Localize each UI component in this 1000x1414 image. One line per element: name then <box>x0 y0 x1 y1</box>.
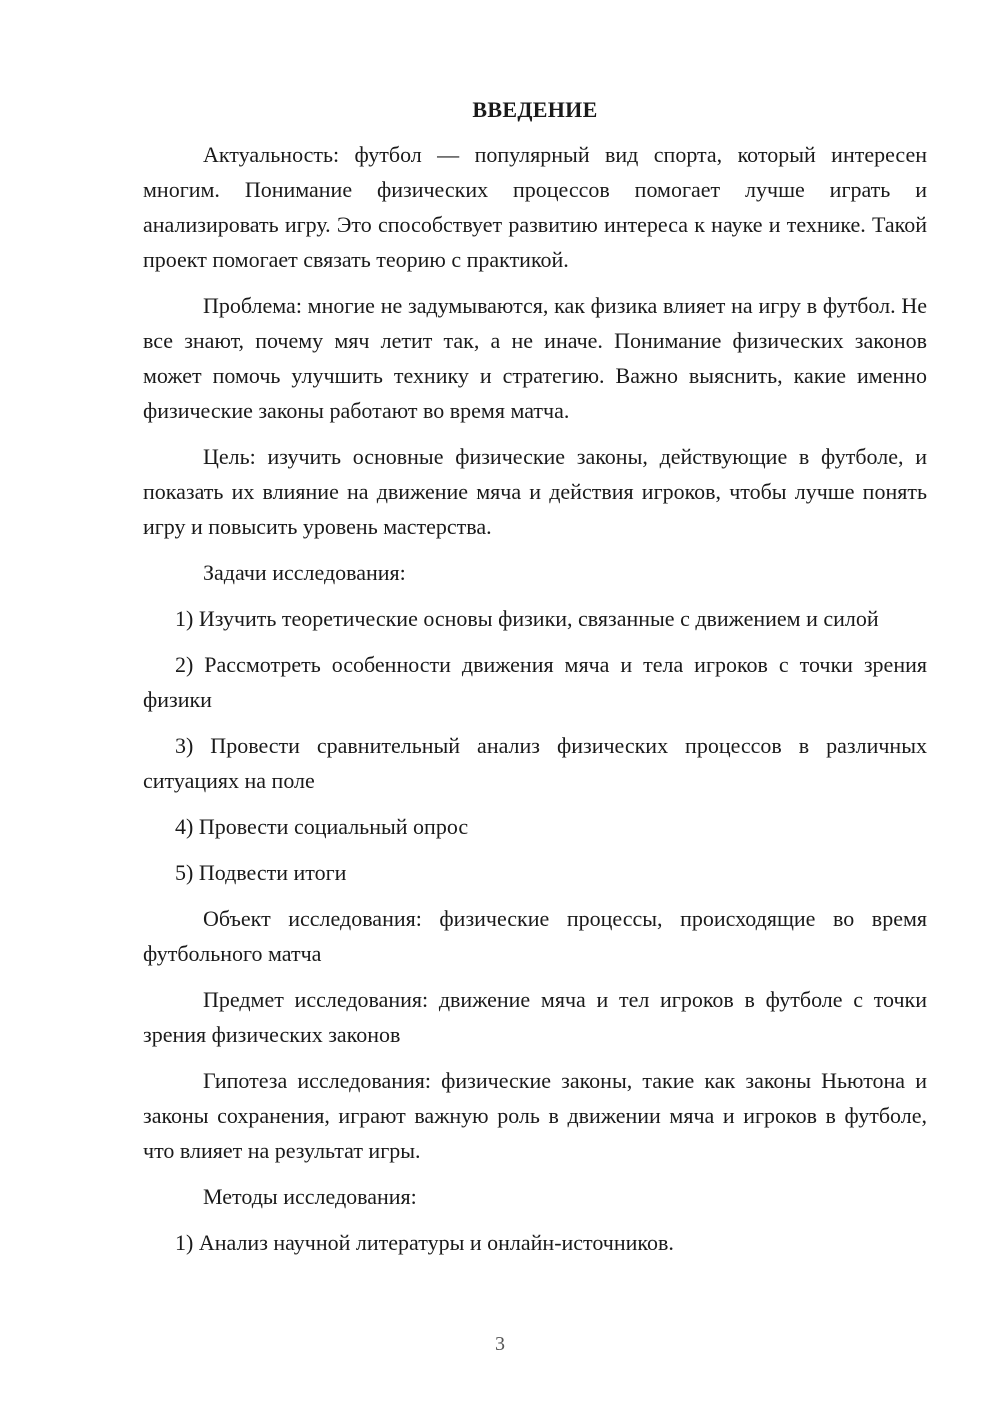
document-page <box>143 92 927 1271</box>
task-item-2: 2) Рассмотреть особенности движения мяча и тела игроков с точки зрения физики <box>143 652 927 712</box>
task-item-1: 1) Изучить теоретические основы физики, связанные с движением и силой <box>175 606 879 631</box>
subject-paragraph: Предмет исследования: движение мяча и тел игроков в футболе с точки зрения физических законов <box>143 987 927 1047</box>
methods-title: Методы исследования: <box>203 1184 417 1209</box>
tasks-title: Задачи исследования: <box>203 560 406 585</box>
hypothesis-paragraph: Гипотеза исследования: физические законы, такие как законы Ньютона и законы сохранения, играют важную роль в движении мяча и игроков в футболе, что влияет на результат игры. <box>143 1068 927 1163</box>
task-item-3: 3) Провести сравнительный анализ физических процессов в различных ситуациях на поле <box>143 733 927 793</box>
task-item-4: 4) Провести социальный опрос <box>175 814 469 839</box>
object-paragraph: Объект исследования: физические процессы, происходящие во время футбольного матча <box>143 906 927 966</box>
task-item-5: 5) Подвести итоги <box>175 860 347 885</box>
problem-paragraph: Проблема: многие не задумываются, как физика влияет на игру в футбол. Не все знают, почему мяч летит так, а не иначе. Понимание физических законов может помочь улучшить технику и стратегию. Важно выяснить, какие именно физические законы работают во время матча. <box>143 293 927 423</box>
section-heading: ВВЕДЕНИЕ <box>472 97 598 122</box>
goal-paragraph: Цель: изучить основные физические законы, действующие в футболе, и показать их влияние на движение мяча и действия игроков, чтобы лучше понять игру и повысить уровень мастерства. <box>143 444 927 539</box>
relevance-paragraph: Актуальность: футбол — популярный вид спорта, который интересен многим. Понимание физических процессов помогает лучше играть и анализировать игру. Это способствует развитию интереса к науке и технике. Такой проект помогает связать теорию с практикой. <box>143 142 927 272</box>
method-item-1: 1) Анализ научной литературы и онлайн-источников. <box>175 1230 674 1255</box>
page-number: 3 <box>495 1333 505 1355</box>
